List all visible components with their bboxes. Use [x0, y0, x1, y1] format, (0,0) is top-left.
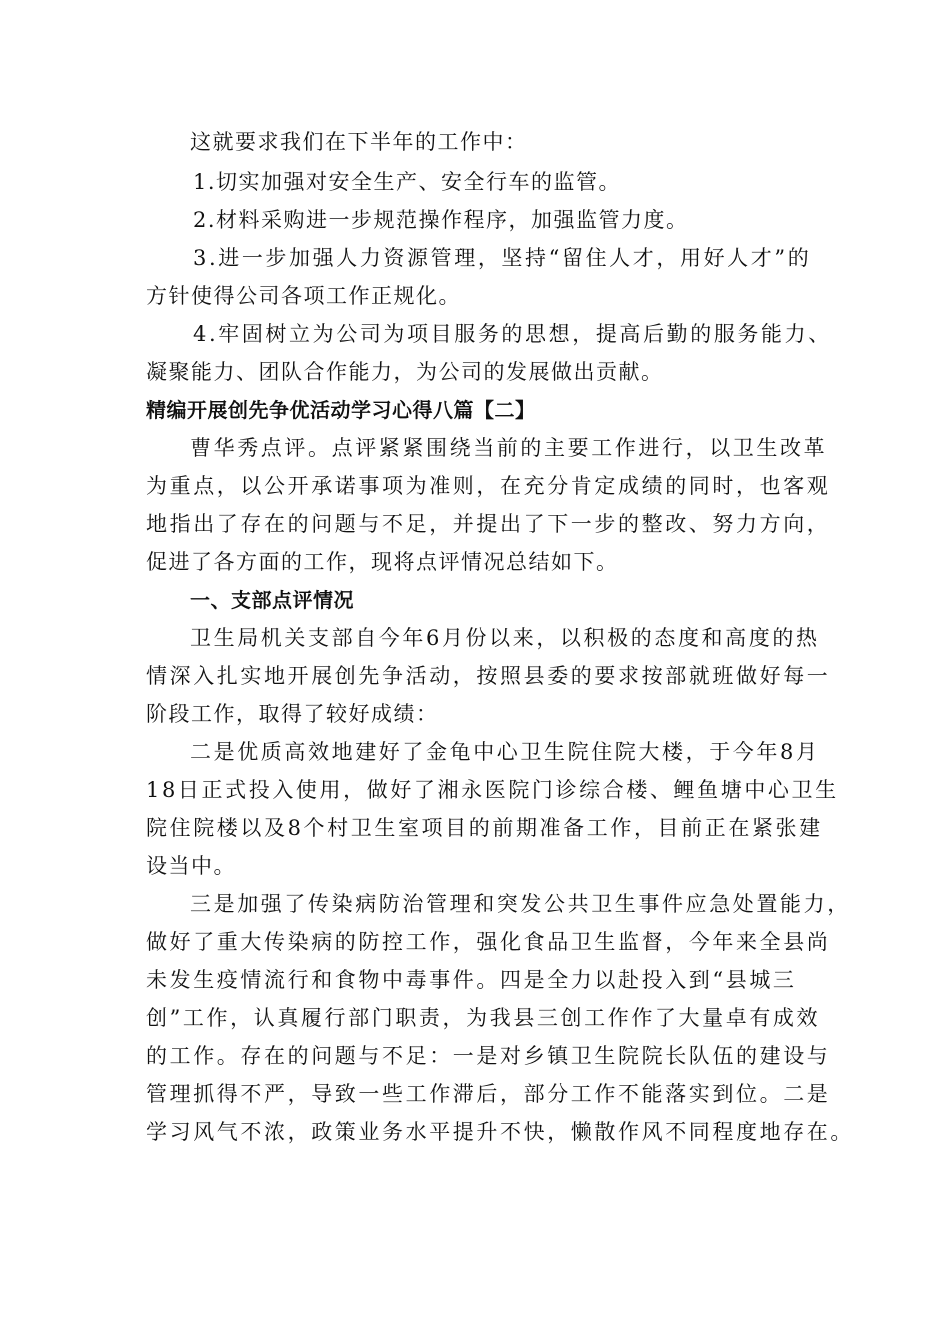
paragraph-line: 做好了重大传染病的防控工作，强化食品卫生监督，今年来全县尚 — [146, 930, 831, 954]
list-item-1: 1.切实加强对安全生产、安全行车的监管。 — [193, 170, 622, 194]
paragraph-line: 创”工作，认真履行部门职责，为我县三创工作作了大量卓有成效 — [146, 1006, 821, 1030]
paragraph-line: 促进了各方面的工作，现将点评情况总结如下。 — [146, 550, 619, 574]
paragraph-line: 方针使得公司各项工作正规化。 — [146, 284, 461, 308]
paragraph-line: 的工作。存在的问题与不足：一是对乡镇卫生院院长队伍的建设与 — [146, 1044, 831, 1068]
paragraph-line: 为重点，以公开承诺事项为准则，在充分肯定成绩的同时，也客观 — [146, 474, 831, 498]
subsection-heading: 一、支部点评情况 — [190, 588, 354, 612]
list-item-4: 4.牢固树立为公司为项目服务的思想，提高后勤的服务能力、 — [193, 322, 832, 346]
paragraph-line: 阶段工作，取得了较好成绩： — [146, 702, 439, 726]
paragraph-line: 三是加强了传染病防治管理和突发公共卫生事件应急处置能力， — [190, 892, 851, 916]
paragraph-line: 管理抓得不严，导致一些工作滞后，部分工作不能落实到位。二是 — [146, 1082, 831, 1106]
paragraph-line: 卫生局机关支部自今年6月份以来，以积极的态度和高度的热 — [190, 626, 820, 650]
paragraph-line: 凝聚能力、团队合作能力，为公司的发展做出贡献。 — [146, 360, 664, 384]
paragraph-line: 未发生疫情流行和食物中毒事件。四是全力以赴投入到“县城三 — [146, 968, 797, 992]
paragraph-line: 18日正式投入使用，做好了湘永医院门诊综合楼、鲤鱼塘中心卫生 — [146, 778, 839, 802]
paragraph-line: 情深入扎实地开展创先争活动，按照县委的要求按部就班做好每一 — [146, 664, 831, 688]
paragraph-line: 院住院楼以及8个村卫生室项目的前期准备工作，目前正在紧张建 — [146, 816, 823, 840]
paragraph-line: 学习风气不浓，政策业务水平提升不快，懒散作风不同程度地存在。 — [146, 1120, 854, 1144]
list-item-2: 2.材料采购进一步规范操作程序，加强监管力度。 — [193, 208, 689, 232]
paragraph-line: 曹华秀点评。点评紧紧围绕当前的主要工作进行，以卫生改革 — [190, 436, 828, 460]
paragraph-line: 地指出了存在的问题与不足，并提出了下一步的整改、努力方向， — [146, 512, 831, 536]
paragraph-line: 二是优质高效地建好了金龟中心卫生院住院大楼，于今年8月 — [190, 740, 820, 764]
list-item-3: 3.进一步加强人力资源管理，坚持“留住人才，用好人才”的 — [193, 246, 812, 270]
paragraph-line: 这就要求我们在下半年的工作中： — [190, 130, 528, 154]
paragraph-line: 设当中。 — [146, 854, 236, 878]
section-heading: 精编开展创先争优活动学习心得八篇【二】 — [146, 398, 536, 422]
